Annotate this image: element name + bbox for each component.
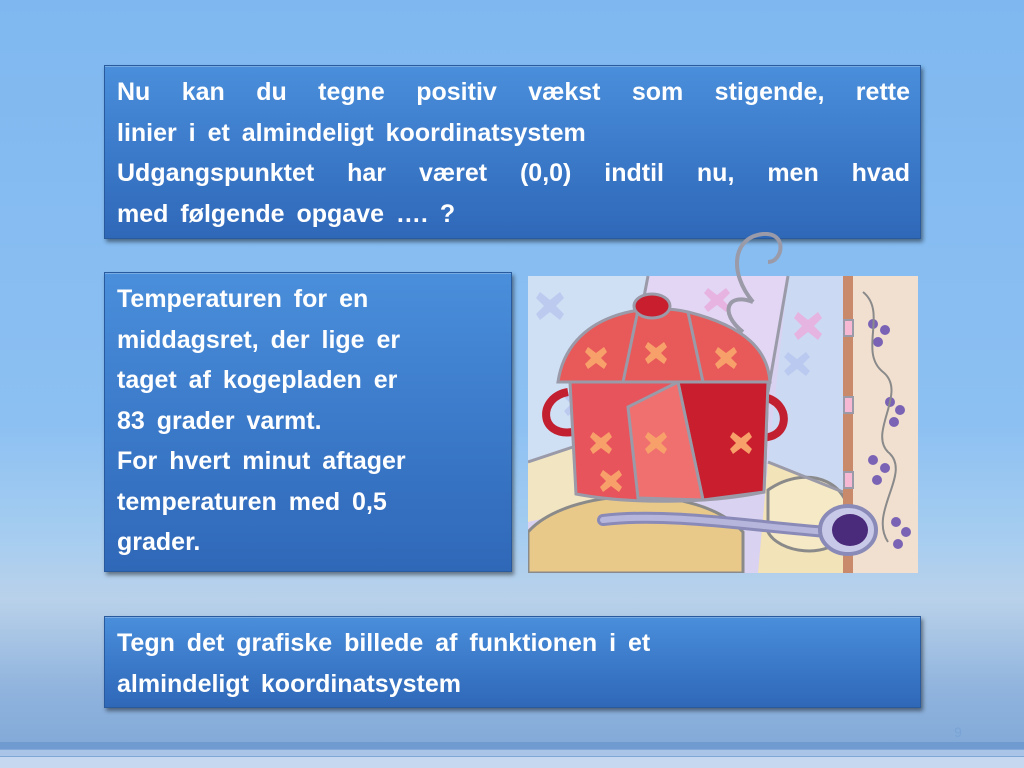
footer-band (0, 750, 1024, 756)
task-line: Tegn det grafiske billede af funktionen i et (117, 629, 651, 657)
intro-textbox (104, 65, 921, 239)
intro-line: Udgangspunktet har været (0,0) indtil nu, men hvad (117, 159, 910, 187)
problem-line: grader. (117, 528, 201, 556)
problem-textbox (104, 272, 512, 572)
intro-line: linier i et almindeligt koordinatsystem (117, 118, 586, 147)
task-textbox (104, 616, 921, 708)
footer-band (0, 757, 1024, 768)
intro-line: med følgende opgave …. ? (117, 199, 456, 228)
intro-line: Nu kan du tegne positiv vækst som stigende, rette (117, 78, 910, 106)
slide-number: 9 (954, 724, 962, 740)
cooking-pot-icon (528, 232, 918, 573)
problem-line: taget af kogepladen er (117, 366, 398, 394)
problem-line: For hvert minut aftager (117, 447, 406, 475)
problem-line: Temperaturen for en (117, 285, 369, 313)
task-line: almindeligt koordinatsystem (117, 669, 461, 698)
footer-band (0, 742, 1024, 749)
problem-line: 83 grader varmt. (117, 406, 322, 435)
problem-line: middagsret, der lige er (117, 325, 401, 354)
problem-line: temperaturen med 0,5 (117, 487, 387, 516)
